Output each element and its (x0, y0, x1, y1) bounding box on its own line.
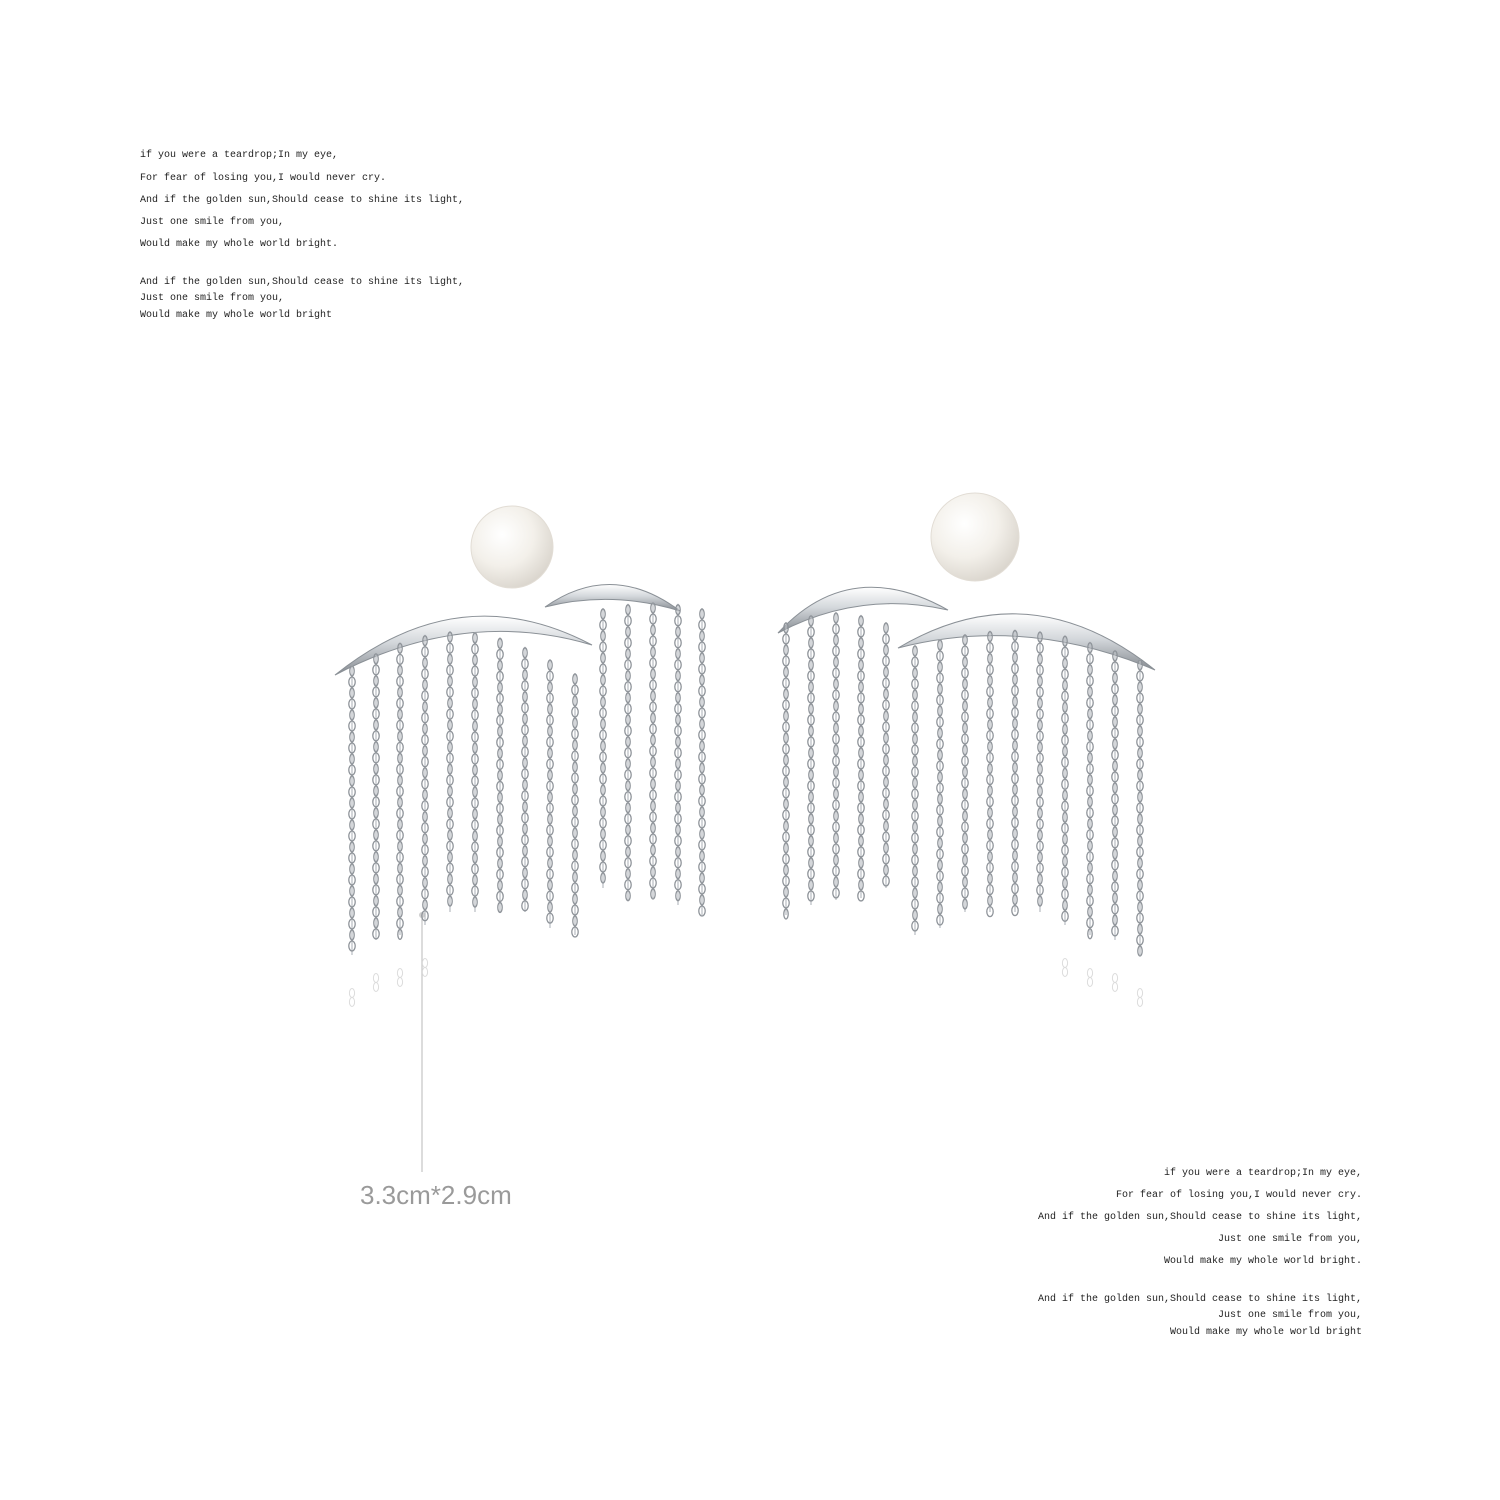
chain-strand (397, 642, 403, 986)
chain-strand (625, 604, 631, 901)
chain-strand (675, 604, 681, 905)
dimension-label: 3.3cm*2.9cm (360, 1180, 512, 1210)
right-front-chains (912, 630, 1143, 1007)
chain-strand (600, 608, 606, 888)
chain-strand (650, 602, 656, 899)
chain-strand (1037, 631, 1043, 912)
chain-strand (1012, 630, 1018, 916)
right-earring (778, 493, 1155, 1007)
poem-line: Would make my whole world bright. (1163, 1256, 1362, 1267)
poem-line: For fear of losing you,I would never cry. (140, 173, 387, 184)
chain-strand (1137, 659, 1143, 1007)
poem-line: Just one smile from you, (140, 217, 285, 228)
chain-strand (547, 659, 553, 928)
chain-strand (522, 647, 528, 912)
left-back-crescent (545, 584, 680, 611)
chain-strand (783, 622, 789, 919)
right-front-crescent (898, 614, 1155, 670)
chain-strand (699, 608, 705, 916)
right-back-crescent (778, 587, 948, 633)
poem-line: if you were a teardrop;In my eye, (140, 150, 339, 161)
chain-strand (912, 645, 918, 935)
left-front-chains (349, 631, 578, 1006)
chain-strand (373, 653, 379, 992)
chain-strand (833, 612, 839, 900)
right-pearl (931, 493, 1019, 581)
chain-strand (987, 631, 993, 917)
poem-line: Would make my whole world bright. (140, 239, 339, 250)
poem-line: For fear of losing you,I would never cry. (1115, 1190, 1362, 1201)
chain-strand (937, 639, 943, 928)
poem-line: And if the golden sun,Should cease to shine its light, (1037, 1212, 1362, 1223)
poem-line: Would make my whole world bright (140, 310, 333, 321)
poem-line: if you were a teardrop;In my eye, (1163, 1168, 1362, 1179)
left-back-chains (600, 602, 705, 916)
left-pearl (471, 506, 553, 588)
chain-strand (472, 632, 478, 912)
chain-strand (1062, 635, 1068, 976)
chain-strand (497, 637, 503, 912)
poem-line: And if the golden sun,Should cease to shine its light, (140, 277, 465, 288)
poem-line: And if the golden sun,Should cease to shine its light, (140, 195, 465, 206)
right-back-chains (783, 612, 889, 919)
chain-strand (808, 615, 814, 905)
chain-strand (883, 622, 889, 888)
chain-strand (962, 634, 968, 912)
chain-strand (1112, 650, 1118, 992)
chain-strand (422, 635, 428, 977)
poem-line: And if the golden sun,Should cease to shine its light, (1037, 1294, 1362, 1305)
chain-strand (572, 673, 578, 937)
left-earring (335, 506, 705, 1007)
poem-line: Just one smile from you, (1217, 1310, 1362, 1321)
chain-strand (349, 665, 355, 1007)
chain-strand (858, 615, 864, 901)
poem-line: Just one smile from you, (1217, 1234, 1362, 1245)
chain-strand (1087, 642, 1093, 987)
poem-line: Just one smile from you, (140, 293, 285, 304)
chain-strand (447, 631, 453, 912)
poem-line: Would make my whole world bright (1169, 1327, 1362, 1338)
